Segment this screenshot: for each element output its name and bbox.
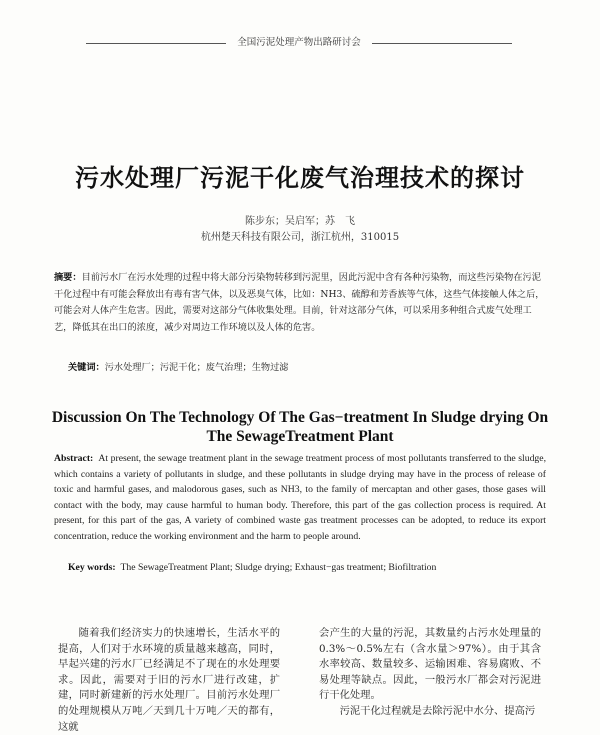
chinese-abstract xyxy=(54,270,546,336)
english-abstract-text: At present, the sewage treatment plant in the sewage treatment process of most pollutants transferred to the sludge, which contains a variety of pollutants in sludge, and these pollutants in sludge drying may have in the process of release of toxic and harmful gases, and malodorous gases, such as NH3, to the family of mercaptan and other gases, those gases will contact with the body, may cause harmful to human body. Therefore, this part of the gas collection process is required. At present, for this part of the gas, A variety of combined waste gas treatment processes can be adopted, to reduce its export concentration, reduce the working environment and the harm to people around. xyxy=(54,453,547,542)
english-keywords xyxy=(68,560,546,575)
chinese-abstract-text: 目前污水厂在污水处理的过程中将大部分污染物转移到污泥里，因此污泥中含有各种污染物，而这些污染物在污泥干化过程中有可能会释放出有毒有害气体，以及恶臭气体，比如：NH3、硫醇和芳香族等气体，这些气体接触人体之后，可能会对人体产生危害。因此，需要对这部分气体收集处理。目前，针对这部分气体，可以采用多种组合式废气处理工艺，降低其在出口的浓度，减少对周边工作环境以及人体的危害。 xyxy=(54,272,545,333)
journal-name: 全国污泥处理产物出路研讨会 xyxy=(237,37,361,48)
paper-title: 污水处理厂污泥干化废气治理技术的探讨 xyxy=(75,163,525,192)
english-keywords-text: The SewageTreatment Plant; Sludge drying; Exhaust−gas treatment; Biofiltration xyxy=(120,562,437,573)
journal-header xyxy=(0,34,600,52)
chinese-keywords xyxy=(68,360,546,376)
chinese-abstract-label: 摘要： xyxy=(54,272,82,283)
affiliation: 杭州楚天科技有限公司，浙江杭州，310015 xyxy=(200,232,400,243)
english-abstract-label: Abstract: xyxy=(54,453,94,464)
english-abstract xyxy=(54,451,546,544)
chinese-keywords-label: 关键词： xyxy=(68,362,105,373)
body-column-right xyxy=(319,626,541,720)
body-paragraph: 随着我们经济实力的快速增长，生活水平的提高，人们对于水环境的质量越来越高，同时，早起兴建的污水厂已经满足不了现在的水处理要求。因此，需要对于旧的污水厂进行改建，扩建，同时新建新的污水处理厂。目前污水处理厂的处理规模从万吨／天到几十万吨／天的都有，这就 xyxy=(58,627,280,733)
english-title-line-1: Discussion On The Technology Of The Gas−treatment In Sludge drying On xyxy=(51,409,549,426)
chinese-keywords-text: 污水处理厂；污泥干化；废气治理；生物过滤 xyxy=(104,362,289,373)
body-paragraph: 污泥干化过程就是去除污泥中水分、提高污 xyxy=(339,704,536,717)
header-rule-left xyxy=(86,43,226,44)
english-title xyxy=(40,408,560,446)
authors: 陈步东；吴启军；苏 飞 xyxy=(245,216,355,227)
english-keywords-label: Key words: xyxy=(68,562,116,573)
english-title-line-2: The SewageTreatment Plant xyxy=(206,428,394,445)
header-rule-right xyxy=(372,43,512,44)
body-paragraph: 会产生的大量的污泥，其数量约占污水处理量的0.3%～0.5%左右（含水量＞97%）。由于其含水率较高、数量较多、运输困难、容易腐败、不易处理等缺点。因此，一般污水厂都会对污泥进行干化处理。 xyxy=(319,627,541,702)
body-column-left xyxy=(58,626,280,735)
